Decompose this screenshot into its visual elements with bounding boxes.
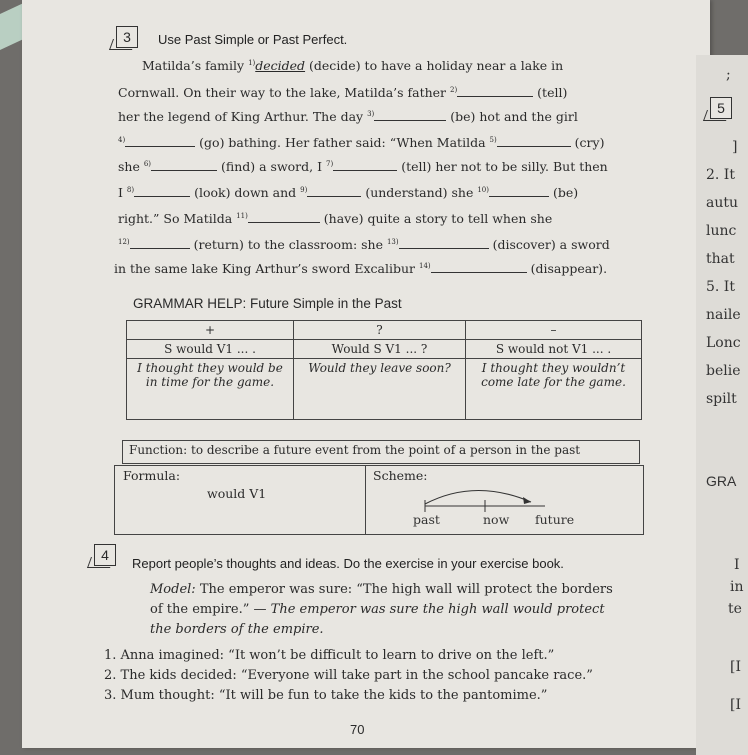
- right-fragment: that: [706, 251, 735, 267]
- right-fragment: belie: [706, 363, 741, 379]
- right-fragment: ]: [732, 139, 738, 155]
- exercise-4-title: Report people’s thoughts and ideas. Do the exercise in your exercise book.: [132, 556, 564, 571]
- right-fragment: Lonc: [706, 335, 741, 351]
- timeline-now: now: [483, 512, 510, 527]
- answer-blank[interactable]: [130, 236, 190, 249]
- header-minus: –: [466, 321, 642, 340]
- ex3-line-3: her the legend of King Arthur. The day $^{3)}$ (be) hot and the girl: [118, 109, 578, 124]
- timeline-future: future: [535, 512, 575, 527]
- answer-blank[interactable]: [497, 134, 571, 147]
- answer-blank[interactable]: [151, 158, 217, 171]
- header-plus: +: [127, 321, 294, 340]
- right-fragment: 5. It: [706, 279, 735, 295]
- ex3-line-7: right.” So Matilda $^{11)}$ (have) quite a story to tell when she: [118, 211, 553, 226]
- answer-blank[interactable]: [333, 158, 397, 171]
- model-line-2: of the empire.” — The emperor was sure the high wall would protect: [150, 602, 605, 617]
- answer-blank[interactable]: [125, 134, 195, 147]
- answer-blank[interactable]: [307, 184, 361, 197]
- answer-blank[interactable]: [457, 84, 533, 97]
- timeline-past: past: [413, 512, 440, 527]
- ex3-line-6: I $^{8)}$ (look) down and $^{9)}$ (understand) she $^{10)}$ (be): [118, 185, 579, 200]
- form-affirmative: S would V1 ... .: [127, 340, 294, 359]
- right-fragment: lunc: [706, 223, 737, 239]
- example-negative: I thought they wouldn’t come late for the game.: [466, 359, 642, 420]
- header-question: ?: [294, 321, 466, 340]
- answer-decided: decided: [255, 58, 306, 73]
- exercise-3-title: Use Past Simple or Past Perfect.: [158, 32, 348, 47]
- answer-blank[interactable]: [374, 108, 446, 121]
- exercise-3-badge: [116, 26, 138, 48]
- right-fragment: GRA: [706, 473, 737, 489]
- function-row: Function: to describe a future event from the point of a person in the past: [122, 440, 640, 464]
- right-fragment: 2. It: [706, 167, 735, 183]
- right-fragment: naile: [706, 307, 741, 323]
- right-fragment: I: [734, 557, 740, 573]
- right-fragment: autu: [706, 195, 739, 211]
- scheme-label: Scheme:: [373, 468, 428, 483]
- exercise-number: 3: [123, 29, 131, 45]
- ex4-item-2: 2. The kids decided: “Everyone will take part in the school pancake race.”: [104, 668, 593, 683]
- formula-scheme-box: [114, 465, 644, 535]
- answer-blank[interactable]: [489, 184, 549, 197]
- exercise-number: 4: [101, 547, 109, 563]
- form-question: Would S V1 ... ?: [294, 340, 466, 359]
- form-negative: S would not V1 ... .: [466, 340, 642, 359]
- answer-blank[interactable]: [248, 210, 320, 223]
- exercise-4-badge: [94, 544, 116, 566]
- example-question: Would they leave soon?: [294, 359, 466, 420]
- right-page-edge: [696, 55, 748, 755]
- formula-value: would V1: [207, 486, 267, 501]
- right-fragment: ;: [726, 67, 731, 83]
- ex3-line-8: $^{12)}$ (return) to the classroom: she $^{13)}$ (discover) a sword: [118, 237, 610, 252]
- example-affirmative: I thought they would be in time for the game.: [127, 359, 294, 420]
- timeline-scheme: [405, 484, 555, 514]
- right-fragment: in: [730, 579, 744, 595]
- ex4-item-1: 1. Anna imagined: “It won’t be difficult to learn to drive on the left.”: [104, 648, 555, 663]
- answer-blank[interactable]: [134, 184, 190, 197]
- answer-blank[interactable]: [431, 260, 527, 273]
- model-line-3: the borders of the empire.: [150, 622, 324, 637]
- exercise-5-badge: [710, 97, 732, 119]
- right-fragment: [I: [730, 659, 741, 675]
- right-fragment: te: [728, 601, 742, 617]
- right-fragment: [I: [730, 697, 741, 713]
- ex4-item-3: 3. Mum thought: “It will be fun to take the kids to the pantomime.”: [104, 688, 548, 703]
- model-line-1: Model: The emperor was sure: “The high wall will protect the borders: [150, 582, 613, 597]
- ex3-line-1: Matilda’s family $^{1)}$decided (decide) to have a holiday near a lake in: [142, 58, 564, 73]
- ex3-line-2: Cornwall. On their way to the lake, Matilda’s father $^{2)}$ (tell): [118, 85, 568, 100]
- answer-blank[interactable]: [399, 236, 489, 249]
- textbook-page: [22, 0, 710, 748]
- ex3-line-9: in the same lake King Arthur’s sword Excalibur $^{14)}$ (disappear).: [114, 261, 608, 276]
- ex3-line-4: $^{4)}$ (go) bathing. Her father said: “When Matilda $^{5)}$ (cry): [118, 135, 605, 150]
- right-fragment: spilt: [706, 391, 737, 407]
- grammar-help-title: GRAMMAR HELP: Future Simple in the Past: [133, 296, 402, 311]
- grammar-table: [126, 320, 642, 420]
- page-number: 70: [350, 722, 365, 737]
- exercise-number: 5: [717, 100, 725, 116]
- formula-label: Formula:: [123, 468, 181, 483]
- ex3-line-5: she $^{6)}$ (find) a sword, I $^{7)}$ (tell) her not to be silly. But then: [118, 159, 608, 174]
